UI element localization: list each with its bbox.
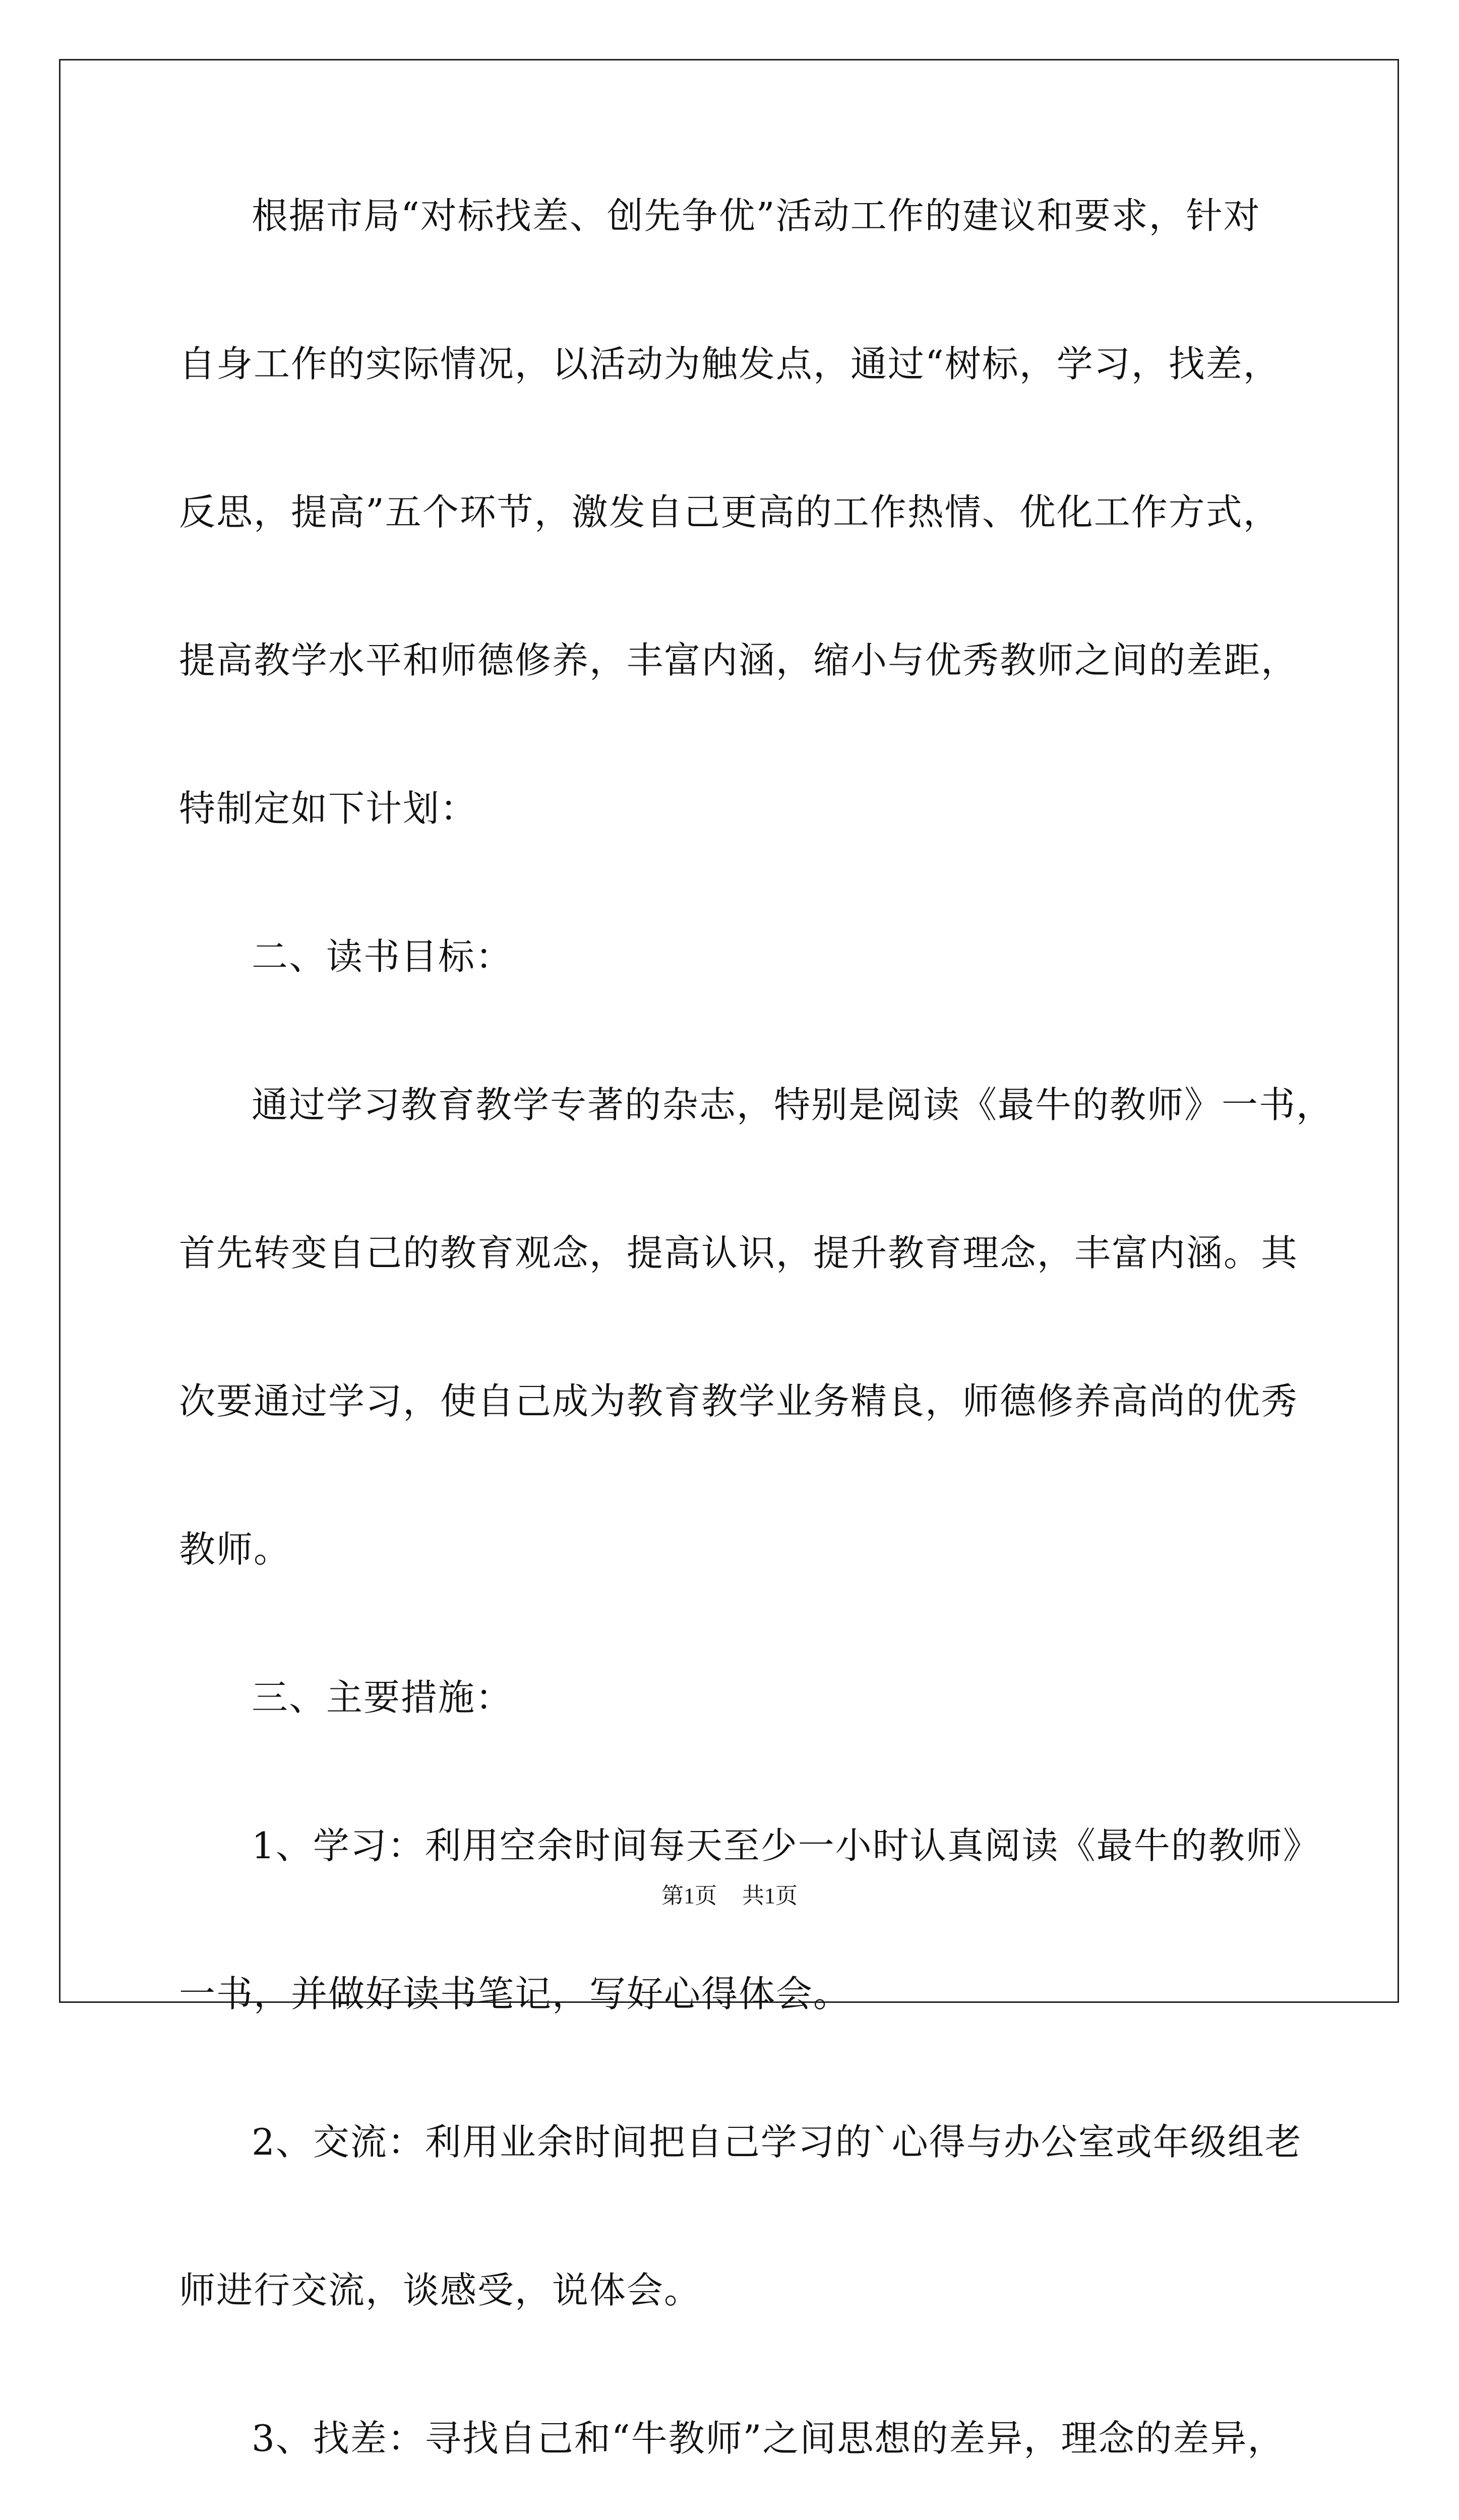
paragraph-line: 自身工作的实际情况，以活动为触发点，通过“树标，学习，找差，: [179, 343, 1281, 385]
paragraph-line: 特制定如下计划：: [179, 787, 478, 830]
paragraph-line: 通过学习教育教学专著的杂志，特别是阅读《最牛的教师》一书，: [252, 1084, 1334, 1126]
section-heading: 二、读书目标：: [252, 935, 513, 978]
paragraph-line: 根据市局“对标找差、创先争优”活动工作的建议和要求，针对: [252, 195, 1261, 237]
section-heading: 三、主要措施：: [252, 1676, 513, 1719]
page-footer: [0, 1877, 1459, 1910]
list-item-line: 一书，并做好读书笔记，写好心得体会。: [179, 1973, 851, 2015]
paragraph-line: 反思，提高”五个环节，激发自己更高的工作热情、优化工作方式，: [179, 491, 1281, 533]
page-total: 共1页: [742, 1883, 798, 1908]
list-item-line: 1、学习：利用空余时间每天至少一小时认真阅读《最牛的教师》: [252, 1824, 1320, 1867]
paragraph-line: 教师。: [179, 1528, 291, 1570]
paragraph-line: 次要通过学习，使自己成为教育教学业务精良，师德修养高尚的优秀: [179, 1380, 1299, 1422]
list-item-line: 3、找差：寻找自己和“牛教师”之间思想的差异，理念的差异，: [252, 2417, 1285, 2460]
document-body: [179, 195, 1334, 2520]
paragraph-line: 首先转变自己的教育观念，提高认识，提升教育理念，丰富内涵。其: [179, 1232, 1299, 1274]
paragraph-line: 提高教学水平和师德修养，丰富内涵，缩小与优秀教师之间的差距，: [179, 639, 1299, 681]
list-item-line: 师进行交流，谈感受，说体会。: [179, 2269, 702, 2311]
list-item-line: 2、交流：利用业余时间把自己学习的`心得与办公室或年级组老: [252, 2121, 1302, 2163]
page-number: 第1页: [661, 1883, 717, 1908]
